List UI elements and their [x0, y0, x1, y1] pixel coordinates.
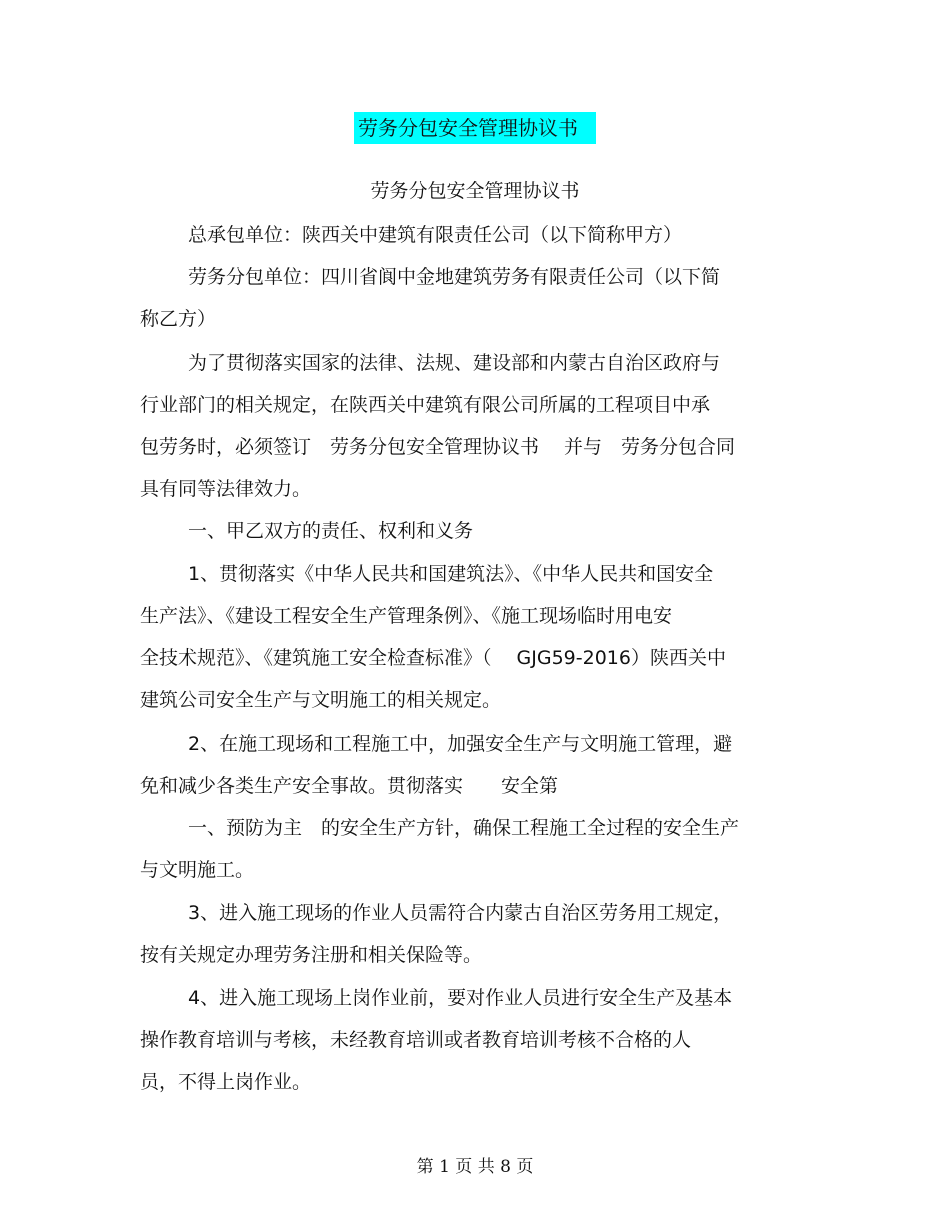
body-line: 具有同等法律效力。 — [140, 478, 312, 500]
body-line: 4、进入施工现场上岗作业前，要对作业人员进行安全生产及基本 — [188, 987, 733, 1009]
body-line: 总承包单位：陕西关中建筑有限责任公司（以下简称甲方） — [188, 224, 683, 246]
body-line: 员，不得上岗作业。 — [140, 1071, 312, 1093]
body-line: 操作教育培训与考核，未经教育培训或者教育培训考核不合格的人 — [140, 1029, 692, 1051]
page-number-footer: 第 1 页 共 8 页 — [416, 1157, 534, 1177]
body-line: 1、贯彻落实《中华人民共和国建筑法》、《中华人民共和国安全 — [188, 563, 714, 585]
body-line: 与文明施工。 — [140, 859, 255, 881]
body-line: 为了贯彻落实国家的法律、法规、建设部和内蒙古自治区政府与 — [188, 352, 721, 374]
body-line: 包劳务时，必须签订 劳务分包安全管理协议书 并与 劳务分包合同 — [140, 436, 736, 458]
document-title-container — [0, 112, 950, 144]
body-line: 行业部门的相关规定，在陕西关中建筑有限公司所属的工程项目中承 — [140, 394, 711, 416]
body-line: 3、进入施工现场的作业人员需符合内蒙古自治区劳务用工规定， — [188, 902, 733, 924]
section-heading: 一、甲乙双方的责任、权利和义务 — [188, 520, 474, 542]
body-line: 劳务分包单位：四川省阆中金地建筑劳务有限责任公司（以下简 — [188, 266, 721, 288]
body-line: 2、在施工现场和工程施工中，加强安全生产与文明施工管理，避 — [188, 733, 733, 755]
body-line: 按有关规定办理劳务注册和相关保险等。 — [140, 944, 483, 966]
document-title: 劳务分包安全管理协议书 — [354, 112, 596, 144]
body-line: 建筑公司安全生产与文明施工的相关规定。 — [140, 689, 502, 711]
body-line: 一、预防为主 的安全生产方针，确保工程施工全过程的安全生产 — [188, 817, 740, 839]
body-line: 生产法》、《建设工程安全生产管理条例》、《施工现场临时用电安 — [140, 605, 673, 627]
body-line: 称乙方） — [140, 308, 217, 330]
body-line: 免和减少各类生产安全事故。贯彻落实 安全第 — [140, 775, 559, 797]
document-subtitle: 劳务分包安全管理协议书 — [370, 180, 580, 202]
body-line: 全技术规范》、《建筑施工安全检查标准》（ GJG59-2016）陕西关中 — [140, 647, 726, 669]
